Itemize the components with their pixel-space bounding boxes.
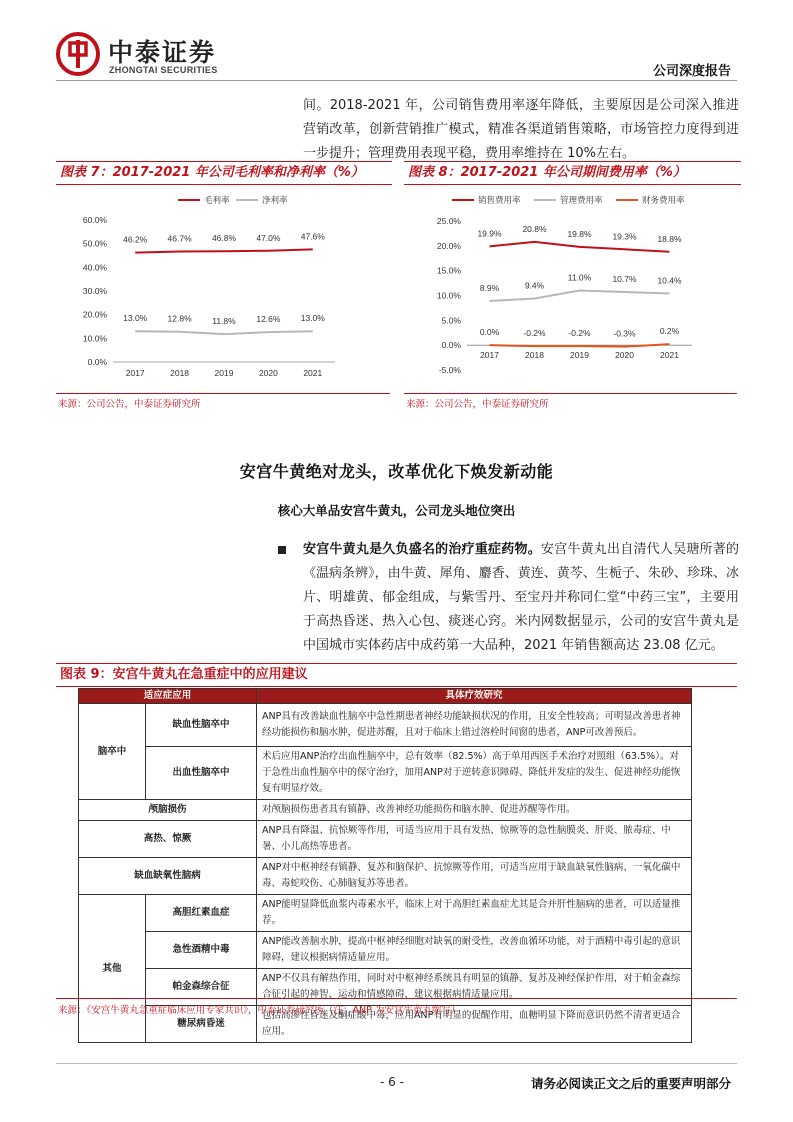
row-desc-ischemic: ANP具有改善缺血性脑卒中急性期患者神经功能缺损状况的作用，且安全性较高；可明显改善患者神经功能损伤和脑水肿，促进苏醒，且对于临床上错过溶栓时间窗的患者，ANP可改善预后。 xyxy=(257,704,692,747)
data-label-1: 12.6% xyxy=(256,314,281,325)
x-tick-label: 2017 xyxy=(480,350,499,360)
data-label-0: 47.0% xyxy=(256,232,281,243)
legend-label-0: 销售费用率 xyxy=(478,196,521,206)
y-tick-label: 5.0% xyxy=(441,315,461,326)
chart7-source: 来源：公司公告，中泰证券研究所 xyxy=(58,399,201,410)
group-stroke: 脑卒中 xyxy=(79,704,146,800)
row-name-fever: 高热、惊厥 xyxy=(79,821,257,858)
legend-label-1: 管理费用率 xyxy=(560,196,603,206)
data-label-2: -0.2% xyxy=(523,328,546,339)
data-label-1: 12.8% xyxy=(167,313,192,324)
x-tick-label: 2021 xyxy=(660,350,679,360)
page-number: - 6 - xyxy=(380,1075,404,1089)
bullet-body: 安宫牛黄丸出自清代人吴瑭所著的《温病条辨》，由牛黄、犀角、麝香、黄连、黄芩、生栀子、朱砂、珍珠、冰片、明雄黄、郁金组成，与紫雪丹、至宝丹并称同仁堂“中药三宝”，主要用于高热昏迷、热入心包、痰迷心窍。米内网数据显示，公司的安宫牛黄丸是中国城市实体药店中成药第一大品种，2021 年销售额高达 23.08 亿元。 xyxy=(303,542,739,653)
x-tick-label: 2017 xyxy=(125,368,145,378)
row-desc-hypoxic: ANP对中枢神经有镇静、复苏和脑保护、抗惊厥等作用，可适当应用于缺血缺氧性脑病、一氧化碳中毒、毒蛇咬伤、心肺脑复苏等患者。 xyxy=(257,858,692,895)
table-row xyxy=(79,858,692,895)
x-tick-label: 2020 xyxy=(615,350,634,360)
data-label-0: 19.9% xyxy=(477,228,502,239)
row-desc-brain-injury: 对颅脑损伤患者具有镇静、改善神经功能损伤和脑水肿、促进苏醒等作用。 xyxy=(257,800,692,821)
x-tick-label: 2021 xyxy=(303,368,323,378)
row-desc-alcohol: ANP能改善脑水肿，提高中枢神经细胞对缺氧的耐受性，改善血循环功能，对于酒精中毒引起的意识障碍，建议根据病情适量应用。 xyxy=(257,932,692,969)
y-tick-label: 30.0% xyxy=(82,286,107,296)
table-row xyxy=(79,821,692,858)
table-row xyxy=(79,969,692,1006)
table-row xyxy=(79,747,692,800)
row-name-ischemic: 缺血性脑卒中 xyxy=(146,704,257,747)
chart8-source-divider xyxy=(404,393,737,394)
data-label-1: 10.7% xyxy=(612,274,637,285)
chart7-source-divider xyxy=(56,393,390,394)
series-line-1 xyxy=(490,291,670,301)
bullet-paragraph xyxy=(303,538,739,658)
header-divider xyxy=(56,80,737,81)
chart8-expense-chart xyxy=(404,186,738,392)
logo-english-name: ZHONGTAI SECURITIES xyxy=(109,65,218,75)
row-name-alcohol: 急性酒精中毒 xyxy=(146,932,257,969)
data-label-2: -0.2% xyxy=(568,328,591,339)
row-name-bilirubin: 高胆红素血症 xyxy=(146,895,257,932)
y-tick-label: 40.0% xyxy=(82,262,107,273)
row-desc-parkinson: ANP不仅具有解热作用，同时对中枢神经系统具有明显的镇静、复苏及神经保护作用，对于帕金森综合征引起的神智、运动和情感障碍，建议根据病情适量应用。 xyxy=(257,969,692,1006)
chart8-title: 图表 8：2017-2021 年公司期间费用率（%） xyxy=(404,161,741,185)
row-name-hypoxic: 缺血缺氧性脑病 xyxy=(79,858,257,895)
x-tick-label: 2019 xyxy=(214,368,234,378)
data-label-1: 9.4% xyxy=(524,280,545,291)
series-line-0 xyxy=(490,242,670,252)
data-label-0: 19.3% xyxy=(612,231,637,242)
footer-divider xyxy=(56,1063,737,1064)
y-tick-label: 10.0% xyxy=(82,333,107,344)
data-label-0: 19.8% xyxy=(567,228,592,239)
legend-label-1: 净利率 xyxy=(262,196,288,206)
data-label-1: 13.0% xyxy=(123,313,148,324)
chart8-source: 来源：公司公告，中泰证券研究所 xyxy=(406,399,549,410)
sub-heading: 核心大单品安宫牛黄丸，公司龙头地位突出 xyxy=(277,503,516,518)
table-row xyxy=(79,800,692,821)
row-desc-fever: ANP具有降温、抗惊厥等作用，可适当应用于具有发热、惊厥等的急性脑膜炎、肝炎、脓毒症、中暑、小儿高热等患者。 xyxy=(257,821,692,858)
data-label-0: 46.7% xyxy=(167,233,192,244)
row-name-diabetic: 糖尿病昏迷 xyxy=(146,1006,257,1043)
header-indication: 适应症应用 xyxy=(79,689,257,704)
y-tick-label: 20.0% xyxy=(436,240,461,251)
table-row xyxy=(79,895,692,932)
section-heading: 安宫牛黄绝对龙头，改革优化下焕发新动能 xyxy=(239,462,554,481)
series-line-2 xyxy=(490,344,670,346)
group-other: 其他 xyxy=(79,895,146,1043)
table9 xyxy=(78,688,692,1043)
y-tick-label: 60.0% xyxy=(82,215,107,225)
data-label-0: 47.6% xyxy=(300,231,325,242)
legend-label-0: 毛利率 xyxy=(204,196,230,206)
y-tick-label: 15.0% xyxy=(436,265,461,276)
row-desc-hemorrhagic: 术后应用ANP治疗出血性脑卒中，总有效率（82.5%）高于单用西医手术治疗对照组（63.5%）。对于急性出血性脑卒中的保守治疗，加用ANP对于逆转意识障碍、降低并发症的发生、促进神经功能恢复有明显疗效。 xyxy=(257,747,692,800)
data-label-2: 0.2% xyxy=(659,326,680,337)
company-logo-icon xyxy=(56,32,100,76)
data-label-2: 0.0% xyxy=(479,327,500,338)
table-row xyxy=(79,704,692,747)
y-tick-label: 0.0% xyxy=(87,357,107,367)
table9-source: 来源：《安宫牛黄丸急重症临床应用专家共识》，中泰证券研究所（注：ANP 为安宫牛黄丸缩写） xyxy=(58,1005,461,1016)
series-line-1 xyxy=(135,331,313,334)
data-label-1: 10.4% xyxy=(657,275,682,286)
y-tick-label: 10.0% xyxy=(436,290,461,301)
bullet-square-icon xyxy=(278,546,286,554)
logo-chinese-name: 中泰证券 xyxy=(108,38,217,67)
x-tick-label: 2018 xyxy=(170,368,190,378)
chart7-margin-chart xyxy=(56,186,390,392)
data-label-2: -0.3% xyxy=(613,328,636,339)
intro-paragraph: 间。2018-2021 年，公司销售费用率逐年降低，主要原因是公司深入推进营销改革，创新营销推广模式，精准各渠道销售策略，市场管控力度得到进一步提升；管理费用表现平稳，费用率维持在 10%左右。 xyxy=(303,98,739,161)
data-label-0: 20.8% xyxy=(522,223,547,234)
bullet-bold-lead: 安宫牛黄丸是久负盛名的治疗重症药物。 xyxy=(303,542,541,557)
x-tick-label: 2020 xyxy=(258,368,278,378)
data-label-1: 11.0% xyxy=(567,272,592,283)
data-label-0: 18.8% xyxy=(657,233,682,244)
row-desc-diabetic: 包括高渗性昏迷及酮症酸中毒，应用ANP有明显的促醒作用，血糖明显下降而意识仍然不清者更适合应用。 xyxy=(257,1006,692,1043)
y-tick-label: 25.0% xyxy=(436,216,461,226)
data-label-1: 13.0% xyxy=(300,313,325,324)
legend-label-2: 财务费用率 xyxy=(642,196,685,206)
y-tick-label: 50.0% xyxy=(82,238,107,249)
y-tick-label: -5.0% xyxy=(438,365,461,375)
table9-title: 图表 9：安宫牛黄丸在急重症中的应用建议 xyxy=(56,663,737,687)
row-name-hemorrhagic: 出血性脑卒中 xyxy=(146,747,257,800)
data-label-1: 8.9% xyxy=(479,282,500,293)
report-type-label: 公司深度报告 xyxy=(652,64,731,79)
y-tick-label: 20.0% xyxy=(82,309,107,320)
table-row xyxy=(79,932,692,969)
data-label-0: 46.2% xyxy=(123,234,148,245)
data-label-1: 11.8% xyxy=(212,316,236,327)
chart7-title: 图表 7：2017-2021 年公司毛利率和净利率（%） xyxy=(56,161,392,185)
row-name-brain-injury: 颅脑损伤 xyxy=(79,800,257,821)
y-tick-label: 0.0% xyxy=(441,340,461,351)
header-efficacy: 具体疗效研究 xyxy=(257,689,692,704)
row-name-parkinson: 帕金森综合征 xyxy=(146,969,257,1006)
x-tick-label: 2018 xyxy=(525,350,544,360)
x-tick-label: 2019 xyxy=(570,350,589,360)
table9-source-divider xyxy=(56,998,737,999)
footer-disclaimer: 请务必阅读正文之后的重要声明部分 xyxy=(530,1076,731,1091)
table-header-row xyxy=(79,689,692,704)
row-desc-bilirubin: ANP能明显降低血浆内毒素水平，临床上对于高胆红素血症尤其是合并肝性脑病的患者，可以适量推荐。 xyxy=(257,895,692,932)
data-label-0: 46.8% xyxy=(211,233,237,244)
series-line-0 xyxy=(135,249,313,252)
